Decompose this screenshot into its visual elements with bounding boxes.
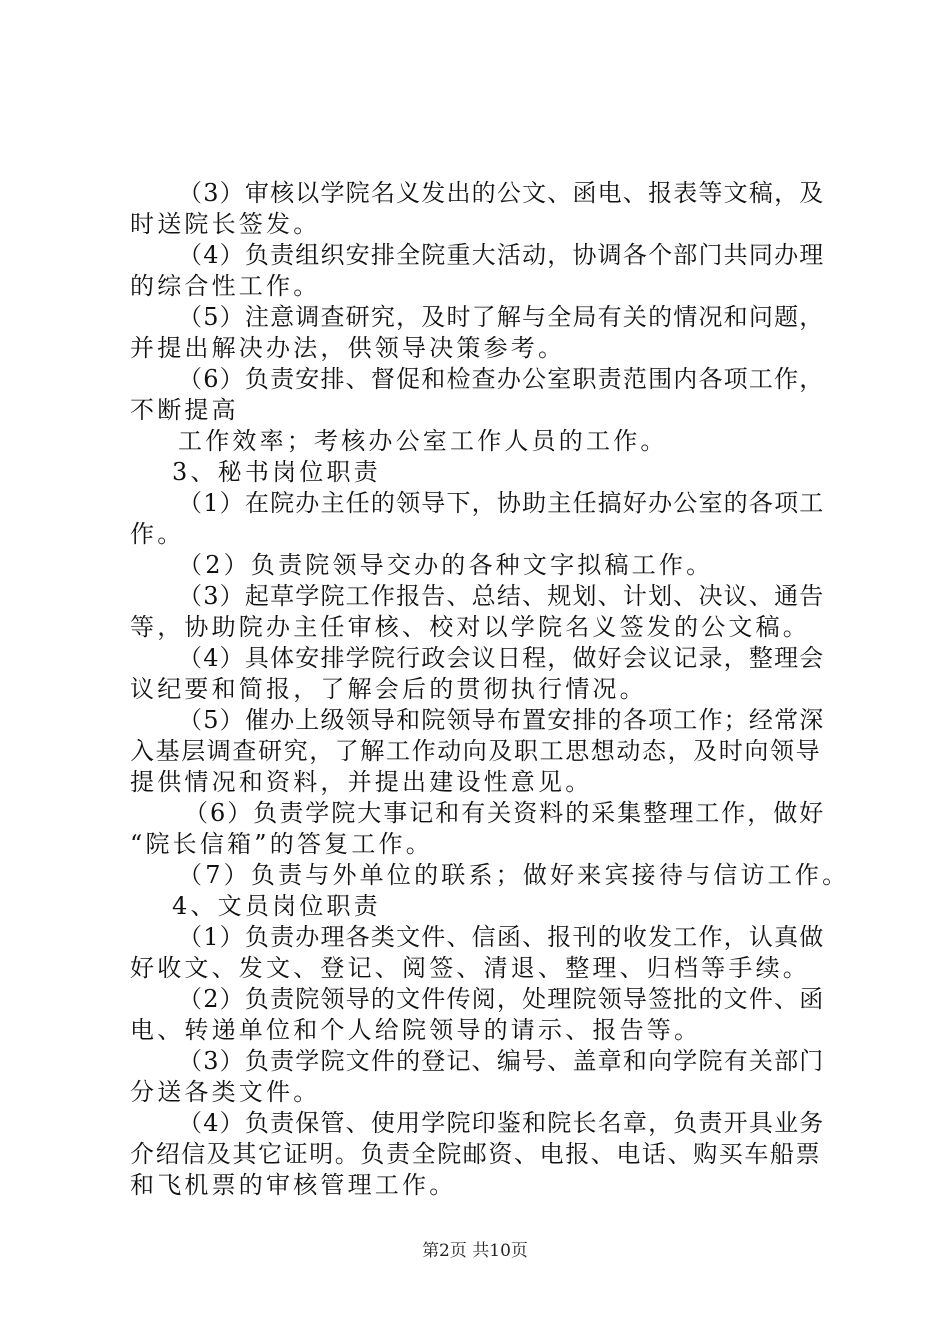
section-heading: 3、秘书岗位职责 (172, 458, 381, 486)
paragraph-line: （1）负责办理各类文件、信函、报刊的收发工作，认真做 (178, 923, 825, 951)
paragraph-line: 作。 (130, 520, 185, 548)
paragraph-line: 不断提高 (130, 396, 239, 424)
paragraph-line: （4）负责保管、使用学院印鉴和院长名章，负责开具业务 (178, 1109, 825, 1137)
paragraph-line: （6）负责学院大事记和有关资料的采集整理工作，做好 (184, 799, 826, 827)
paragraph-line: 入基层调查研究，了解工作动向及职工思想动态，及时向领导 (130, 737, 822, 765)
paragraph-line: （3）起草学院工作报告、总结、规划、计划、决议、通告 (178, 582, 825, 610)
paragraph-line: 介绍信及其它证明。负责全院邮资、电报、电话、购买车船票 (130, 1140, 822, 1168)
page-number-footer: 第2页 共10页 (422, 1241, 528, 1261)
paragraph-line: 分送各类文件。 (130, 1078, 321, 1106)
paragraph-line: （2）负责院领导交办的各种文字拟稿工作。 (178, 551, 714, 579)
paragraph-line: 时送院长签发。 (130, 210, 321, 238)
paragraph-line: （1）在院办主任的领导下，协助主任搞好办公室的各项工 (178, 489, 825, 517)
section-heading: 4、文员岗位职责 (172, 892, 381, 920)
paragraph-line: 的综合性工作。 (130, 272, 321, 300)
paragraph-line: 电、转递单位和个人给院领导的请示、报告等。 (130, 1016, 702, 1044)
paragraph-line: （3）负责学院文件的登记、编号、盖章和向学院有关部门 (178, 1047, 825, 1075)
paragraph-line: 好收文、发文、登记、阅签、清退、整理、归档等手续。 (130, 954, 810, 982)
paragraph-line: （5）催办上级领导和院领导布置安排的各项工作；经常深 (178, 706, 825, 734)
paragraph-line: （2）负责院领导的文件传阅，处理院领导签批的文件、函 (178, 985, 825, 1013)
paragraph-line: （3）审核以学院名义发出的公文、函电、报表等文稿，及 (178, 179, 825, 207)
paragraph-line: 和飞机票的审核管理工作。 (130, 1171, 457, 1199)
paragraph-line: （4）负责组织安排全院重大活动，协调各个部门共同办理 (178, 241, 825, 269)
paragraph-line: 议纪要和简报，了解会后的贯彻执行情况。 (130, 675, 647, 703)
paragraph-line: “院长信箱”的答复工作。 (130, 830, 433, 858)
paragraph-line: 工作效率；考核办公室工作人员的工作。 (178, 427, 668, 455)
paragraph-line: 并提出解决办法，供领导决策参考。 (130, 334, 566, 362)
paragraph-line: （5）注意调查研究，及时了解与全局有关的情况和问题， (178, 303, 825, 331)
paragraph-line: （4）具体安排学院行政会议日程，做好会议记录，整理会 (178, 644, 825, 672)
paragraph-line: 等，协助院办主任审核、校对以学院名义签发的公文稿。 (130, 613, 810, 641)
paragraph-line: （7）负责与外单位的联系；做好来宾接待与信访工作。 (178, 861, 850, 889)
paragraph-line: 提供情况和资料，并提出建设性意见。 (130, 768, 593, 796)
paragraph-line: （6）负责安排、督促和检查办公室职责范围内各项工作， (178, 365, 825, 393)
